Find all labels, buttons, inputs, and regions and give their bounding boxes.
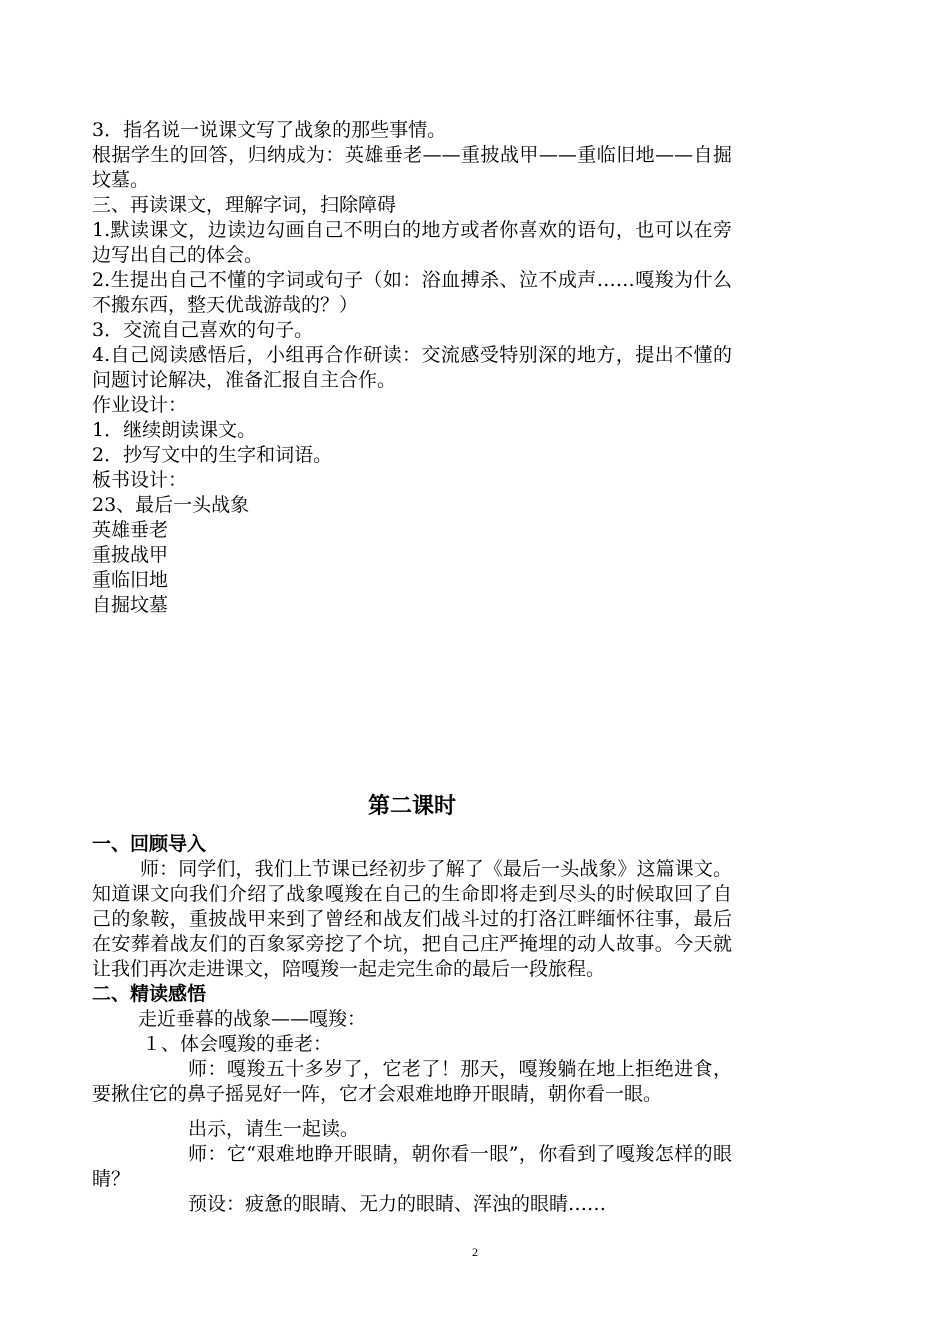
page-number: 2: [472, 1245, 478, 1259]
text-line: 3．指名说一说课文写了战象的那些事情。: [92, 119, 447, 141]
text-line: 23、最后一头战象: [92, 494, 250, 516]
text-line: 2．抄写文中的生字和词语。: [92, 444, 333, 466]
text-line: 1.默读课文，边读边勾画自己不明白的地方或者你喜欢的语句，也可以在旁边写出自己的体会。: [92, 219, 732, 266]
list-item: １、体会嘎羧的垂老：: [142, 1033, 333, 1055]
section-heading: 二、精读感悟: [92, 983, 207, 1005]
text-line: 自掘坟墓: [92, 594, 169, 616]
paragraph: 师：它“艰难地睁开眼睛，朝你看一眼”，你看到了嘎羧怎样的眼睛？: [92, 1143, 732, 1190]
text-line: 1．继续朗读课文。: [92, 419, 257, 441]
paragraph: 师：同学们，我们上节课已经初步了解了《最后一头战象》这篇课文。知道课文向我们介绍了战象嘎羧在自己的生命即将走到尽头的时候取回了自己的象鞍，重披战甲来到了曾经和战友们战斗过的打洛江畔缅怀往事，最后在安葬着战友们的百象冢旁挖了个坑，把自己庄严掩埋的动人故事。今天就让我们再次走进课文，陪嘎羧一起走完生命的最后一段旅程。: [92, 858, 732, 980]
section-heading: 一、回顾导入: [92, 833, 207, 855]
page-gap: [92, 618, 732, 790]
text-line: 英雄垂老: [92, 519, 169, 541]
text-line: 重披战甲: [92, 544, 169, 566]
document-page: [92, 118, 732, 1217]
text-line: 重临旧地: [92, 569, 169, 591]
text-line: 3．交流自己喜欢的句子。: [92, 319, 314, 341]
text-line: 根据学生的回答，归纳成为：英雄垂老——重披战甲——重临旧地——自掘坟墓。: [92, 144, 732, 191]
paragraph: 预设：疲惫的眼睛、无力的眼睛、浑浊的眼睛……: [188, 1193, 607, 1215]
text-line: 三、再读课文，理解字词，扫除障碍: [92, 194, 397, 216]
lesson-title: 第二课时: [367, 793, 456, 819]
text-line: 板书设计：: [92, 469, 188, 491]
text-line: 4.自己阅读感悟后，小组再合作研读：交流感受特别深的地方，提出不懂的问题讨论解决，准备汇报自主合作。: [92, 344, 732, 391]
text-line: 作业设计：: [92, 394, 188, 416]
paragraph: 走近垂暮的战象——嘎羧：: [138, 1008, 367, 1030]
paragraph: 师：嘎羧五十多岁了，它老了！那天，嘎羧躺在地上拒绝进食，要揪住它的鼻子摇晃好一阵，它才会艰难地睁开眼睛，朝你看一眼。: [92, 1058, 732, 1105]
paragraph: 出示，请生一起读。: [188, 1118, 360, 1140]
spacer: [92, 822, 732, 832]
text-line: 2.生提出自己不懂的字词或句子（如：浴血搏杀、泣不成声……嘎羧为什么不搬东西，整天优哉游哉的？）: [92, 269, 732, 316]
